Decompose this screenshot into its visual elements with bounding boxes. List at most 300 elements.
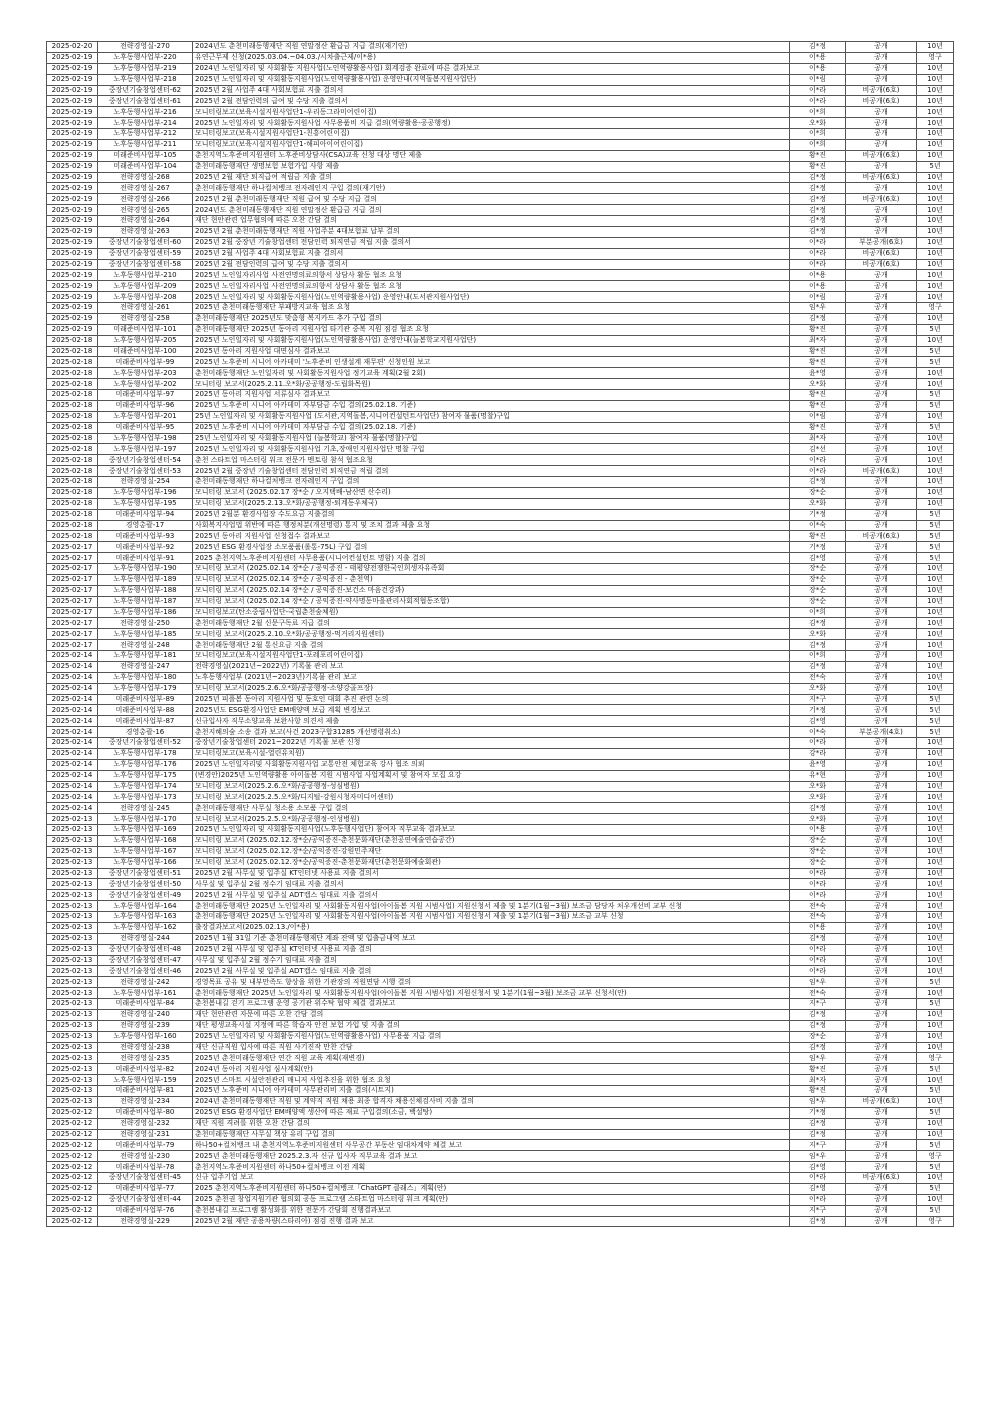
cell-doc-number: 전략경영실-258 bbox=[98, 313, 193, 324]
cell-doc-number: 중장년기술창업센터-49 bbox=[98, 890, 193, 901]
cell-date: 2025-02-12 bbox=[47, 1151, 98, 1162]
cell-retention: 10년 bbox=[917, 988, 954, 999]
table-row bbox=[47, 161, 954, 172]
cell-drafter: 이*라 bbox=[790, 248, 846, 259]
cell-disclosure: 공개 bbox=[846, 444, 917, 455]
cell-doc-number: 전략경영실-239 bbox=[98, 1020, 193, 1031]
cell-title: 사회복지사업법 위반에 따른 행정처분(개선명령) 통지 및 조치 결과 제출 요청 bbox=[193, 520, 790, 531]
cell-doc-number: 전략경영실-238 bbox=[98, 1042, 193, 1053]
cell-disclosure: 공개 bbox=[846, 672, 917, 683]
cell-disclosure: 공개 bbox=[846, 1118, 917, 1129]
cell-doc-number: 미래준비사업부-104 bbox=[98, 161, 193, 172]
cell-drafter: 김*정 bbox=[790, 216, 846, 227]
cell-drafter: 장*순 bbox=[790, 574, 846, 585]
cell-drafter: 이*라 bbox=[790, 1173, 846, 1184]
cell-retention: 10년 bbox=[917, 683, 954, 694]
cell-disclosure: 공개 bbox=[846, 1042, 917, 1053]
cell-disclosure: 공개 bbox=[846, 52, 917, 63]
cell-disclosure: 공개 bbox=[846, 651, 917, 662]
cell-drafter: 이*용 bbox=[790, 63, 846, 74]
cell-doc-number: 미래준비사업부-80 bbox=[98, 1107, 193, 1118]
cell-date: 2025-02-12 bbox=[47, 1129, 98, 1140]
cell-title: 모니터링 보고서 (2025.02.12.장*순/공익증진-춘천문화재단(춘천문화예술회관) bbox=[193, 857, 790, 868]
cell-date: 2025-02-13 bbox=[47, 1031, 98, 1042]
table-row bbox=[47, 531, 954, 542]
cell-disclosure: 비공개(6호) bbox=[846, 248, 917, 259]
cell-title: 경영목표 공유 및 내부만족도 향상을 위한 기관장의 직원면담 시행 결의 bbox=[193, 977, 790, 988]
cell-title: 2025 춘천지역노후준비지원센터 하나50+컬처뱅크「ChatGPT 클래스」계획(안) bbox=[193, 1183, 790, 1194]
cell-doc-number: 중장년기술창업센터-53 bbox=[98, 466, 193, 477]
cell-drafter: 임*우 bbox=[790, 1053, 846, 1064]
cell-doc-number: 노후동행사업부-214 bbox=[98, 118, 193, 129]
cell-title: 춘천 스타트업 마스터링 워크 전문가 멘토링 참석 협조요청 bbox=[193, 455, 790, 466]
cell-doc-number: 노후동행사업부-180 bbox=[98, 672, 193, 683]
cell-disclosure: 공개 bbox=[846, 1162, 917, 1173]
table-row bbox=[47, 172, 954, 183]
cell-date: 2025-02-19 bbox=[47, 63, 98, 74]
cell-date: 2025-02-14 bbox=[47, 727, 98, 738]
cell-retention: 10년 bbox=[917, 661, 954, 672]
cell-title: 춘천봄내길 프로그램 활성화를 위한 전문가 간담회 진행결과보고 bbox=[193, 1205, 790, 1216]
cell-disclosure: 공개 bbox=[846, 955, 917, 966]
cell-title: 2025년 ESG 환경사업장 소모품품(롤통-75L) 구입 결의 bbox=[193, 542, 790, 553]
table-row bbox=[47, 42, 954, 53]
cell-retention: 10년 bbox=[917, 118, 954, 129]
cell-disclosure: 공개 bbox=[846, 42, 917, 53]
cell-retention: 10년 bbox=[917, 748, 954, 759]
cell-date: 2025-02-13 bbox=[47, 879, 98, 890]
table-row bbox=[47, 194, 954, 205]
cell-retention: 10년 bbox=[917, 85, 954, 96]
table-row bbox=[47, 922, 954, 933]
cell-doc-number: 노후동행사업부-167 bbox=[98, 846, 193, 857]
cell-title: 춘천봄내길 걷기 프로그램 운영 공기관 위수탁 협약 체결 결과보고 bbox=[193, 999, 790, 1010]
cell-title: 춘천미래동행재단 노인일자리 및 사회활동지원사업 정기교육 계획(2월 2회) bbox=[193, 368, 790, 379]
cell-title: 신규 입주기업 보고 bbox=[193, 1173, 790, 1184]
table-row bbox=[47, 825, 954, 836]
cell-drafter: 오*화 bbox=[790, 118, 846, 129]
cell-retention: 10년 bbox=[917, 792, 954, 803]
cell-title: 2025년 춘천미래동행재단 연간 직원 교육 계획(재변경) bbox=[193, 1053, 790, 1064]
cell-doc-number: 중장년기술창업센터-60 bbox=[98, 237, 193, 248]
cell-drafter: 이*희 bbox=[790, 129, 846, 140]
cell-doc-number: 노후동행사업부-211 bbox=[98, 139, 193, 150]
cell-title: 모니터링 보고서(2025.2.13.오*화/공공행정-퇴계동우체국) bbox=[193, 498, 790, 509]
cell-date: 2025-02-19 bbox=[47, 292, 98, 303]
cell-date: 2025-02-18 bbox=[47, 444, 98, 455]
cell-drafter: 김*정 bbox=[790, 661, 846, 672]
cell-doc-number: 중장년기술창업센터-47 bbox=[98, 955, 193, 966]
table-row bbox=[47, 1096, 954, 1107]
cell-retention: 10년 bbox=[917, 368, 954, 379]
cell-retention: 10년 bbox=[917, 1009, 954, 1020]
cell-drafter: 지*구 bbox=[790, 1205, 846, 1216]
cell-doc-number: 노후동행사업부-166 bbox=[98, 857, 193, 868]
cell-doc-number: 전략경영실-266 bbox=[98, 194, 193, 205]
cell-retention: 10년 bbox=[917, 879, 954, 890]
cell-disclosure: 공개 bbox=[846, 183, 917, 194]
table-row bbox=[47, 1151, 954, 1162]
cell-doc-number: 경영총괄-17 bbox=[98, 520, 193, 531]
cell-drafter: 김*정 bbox=[790, 1118, 846, 1129]
cell-disclosure: 공개 bbox=[846, 977, 917, 988]
cell-disclosure: 비공개(6호) bbox=[846, 85, 917, 96]
cell-date: 2025-02-17 bbox=[47, 553, 98, 564]
table-row bbox=[47, 1064, 954, 1075]
table-row bbox=[47, 1042, 954, 1053]
cell-drafter: 김*영 bbox=[790, 716, 846, 727]
cell-retention: 영구 bbox=[917, 1151, 954, 1162]
cell-doc-number: 노후동행사업부-218 bbox=[98, 74, 193, 85]
cell-date: 2025-02-19 bbox=[47, 259, 98, 270]
cell-date: 2025-02-13 bbox=[47, 1009, 98, 1020]
cell-retention: 5년 bbox=[917, 727, 954, 738]
cell-retention: 10년 bbox=[917, 226, 954, 237]
cell-date: 2025-02-19 bbox=[47, 303, 98, 314]
cell-drafter: 이*라 bbox=[790, 85, 846, 96]
cell-drafter: 이*라 bbox=[790, 237, 846, 248]
cell-drafter: 오*화 bbox=[790, 379, 846, 390]
cell-drafter: 오*화 bbox=[790, 683, 846, 694]
table-row bbox=[47, 487, 954, 498]
cell-drafter: 김*정 bbox=[790, 226, 846, 237]
table-row bbox=[47, 520, 954, 531]
cell-retention: 10년 bbox=[917, 944, 954, 955]
cell-title: 2025 춘천권 창업지원기관 협의회 공동 프로그램 스타트업 마스터링 워크 계획(안) bbox=[193, 1194, 790, 1205]
cell-disclosure: 공개 bbox=[846, 1020, 917, 1031]
table-row bbox=[47, 1118, 954, 1129]
cell-doc-number: 중장년기술창업센터-46 bbox=[98, 966, 193, 977]
cell-drafter: 이*용 bbox=[790, 281, 846, 292]
records-table-body bbox=[47, 42, 954, 1227]
table-row bbox=[47, 292, 954, 303]
cell-drafter: 윤*영 bbox=[790, 368, 846, 379]
cell-date: 2025-02-17 bbox=[47, 618, 98, 629]
cell-drafter: 오*화 bbox=[790, 814, 846, 825]
table-row bbox=[47, 1009, 954, 1020]
cell-doc-number: 중장년기술창업센터-58 bbox=[98, 259, 193, 270]
cell-retention: 5년 bbox=[917, 390, 954, 401]
cell-drafter: 이*라 bbox=[790, 879, 846, 890]
table-row bbox=[47, 150, 954, 161]
cell-date: 2025-02-19 bbox=[47, 150, 98, 161]
cell-title: 2025년 2월 사업주 4대 사회보험료 지출 결의서 bbox=[193, 85, 790, 96]
cell-doc-number: 미래준비사업부-91 bbox=[98, 553, 193, 564]
cell-drafter: 이*라 bbox=[790, 868, 846, 879]
cell-doc-number: 노후동행사업부-219 bbox=[98, 63, 193, 74]
cell-disclosure: 공개 bbox=[846, 281, 917, 292]
cell-doc-number: 노후동행사업부-174 bbox=[98, 781, 193, 792]
cell-retention: 5년 bbox=[917, 999, 954, 1010]
cell-date: 2025-02-18 bbox=[47, 390, 98, 401]
cell-date: 2025-02-18 bbox=[47, 477, 98, 488]
cell-disclosure: 공개 bbox=[846, 988, 917, 999]
cell-doc-number: 미래준비사업부-87 bbox=[98, 716, 193, 727]
cell-retention: 10년 bbox=[917, 835, 954, 846]
cell-title: 2025년 노인일자리및 사회활동지원사업 교통안전 체험교육 강사 협조 의뢰 bbox=[193, 759, 790, 770]
cell-drafter: 오*화 bbox=[790, 498, 846, 509]
table-row bbox=[47, 313, 954, 324]
cell-date: 2025-02-17 bbox=[47, 596, 98, 607]
cell-disclosure: 공개 bbox=[846, 585, 917, 596]
table-row bbox=[47, 400, 954, 411]
cell-date: 2025-02-13 bbox=[47, 922, 98, 933]
table-row bbox=[47, 933, 954, 944]
cell-date: 2025-02-19 bbox=[47, 129, 98, 140]
cell-title: 2025년도 ESG환경사업단 EM배양액 보급 계획 변경보고 bbox=[193, 705, 790, 716]
cell-drafter: 김*정 bbox=[790, 42, 846, 53]
cell-drafter: 장*순 bbox=[790, 846, 846, 857]
cell-title: 2025년 노인일자리 및 사회활동지원사업 기초,장애인지원사업단 명찰 구입 bbox=[193, 444, 790, 455]
cell-doc-number: 노후동행사업부-189 bbox=[98, 574, 193, 585]
cell-title: 춘천미래동행재단 2025년 노인일자리 및 사회활동지원사업(아이돌봄 지원 시범사업) 지원신청서 및 1분기(1월~3월) 보조금 교부 신청서(안) bbox=[193, 988, 790, 999]
cell-retention: 5년 bbox=[917, 531, 954, 542]
cell-doc-number: 미래준비사업부-92 bbox=[98, 542, 193, 553]
cell-retention: 10년 bbox=[917, 107, 954, 118]
cell-title: 2025년 노인일자리 및 사회활동지원사업(노인역량활용사업) 운영안내(도서관지원사업단) bbox=[193, 292, 790, 303]
cell-title: 춘천미래동행재단 2월 신문구독료 지급 결의 bbox=[193, 618, 790, 629]
cell-date: 2025-02-17 bbox=[47, 607, 98, 618]
table-row bbox=[47, 553, 954, 564]
cell-drafter: 김*정 bbox=[790, 1216, 846, 1227]
cell-retention: 10년 bbox=[917, 270, 954, 281]
cell-drafter: 기*정 bbox=[790, 509, 846, 520]
table-row bbox=[47, 890, 954, 901]
cell-title: 재단 신규직원 입사에 따른 직원 사기진작 만찬 간담 bbox=[193, 1042, 790, 1053]
cell-drafter: 황*진 bbox=[790, 346, 846, 357]
cell-retention: 10년 bbox=[917, 248, 954, 259]
cell-drafter: 이*희 bbox=[790, 651, 846, 662]
cell-retention: 5년 bbox=[917, 1183, 954, 1194]
cell-date: 2025-02-12 bbox=[47, 1194, 98, 1205]
cell-date: 2025-02-18 bbox=[47, 422, 98, 433]
cell-title: 2025년 2월 재단 공용차량(스타리아) 점검 진행 결과 보고 bbox=[193, 1216, 790, 1227]
cell-disclosure: 공개 bbox=[846, 1075, 917, 1086]
cell-drafter: 장*순 bbox=[790, 585, 846, 596]
cell-doc-number: 노후동행사업부-197 bbox=[98, 444, 193, 455]
cell-date: 2025-02-14 bbox=[47, 683, 98, 694]
cell-retention: 10년 bbox=[917, 1096, 954, 1107]
cell-disclosure: 공개 bbox=[846, 400, 917, 411]
cell-doc-number: 경영총괄-16 bbox=[98, 727, 193, 738]
table-row bbox=[47, 901, 954, 912]
cell-drafter: 이*라 bbox=[790, 738, 846, 749]
cell-disclosure: 공개 bbox=[846, 1216, 917, 1227]
cell-drafter: 장*순 bbox=[790, 487, 846, 498]
cell-disclosure: 공개 bbox=[846, 139, 917, 150]
cell-date: 2025-02-13 bbox=[47, 890, 98, 901]
cell-retention: 10년 bbox=[917, 868, 954, 879]
cell-date: 2025-02-18 bbox=[47, 498, 98, 509]
table-row bbox=[47, 999, 954, 1010]
cell-retention: 10년 bbox=[917, 466, 954, 477]
cell-doc-number: 노후동행사업부-212 bbox=[98, 129, 193, 140]
table-row bbox=[47, 727, 954, 738]
cell-retention: 10년 bbox=[917, 607, 954, 618]
table-row bbox=[47, 705, 954, 716]
cell-drafter: 이*라 bbox=[790, 955, 846, 966]
cell-date: 2025-02-18 bbox=[47, 379, 98, 390]
cell-disclosure: 비공개(6호) bbox=[846, 1173, 917, 1184]
table-row bbox=[47, 1162, 954, 1173]
cell-doc-number: 미래준비사업부-93 bbox=[98, 531, 193, 542]
cell-doc-number: 전략경영실-229 bbox=[98, 1216, 193, 1227]
cell-date: 2025-02-13 bbox=[47, 1096, 98, 1107]
cell-drafter: 이*희 bbox=[790, 107, 846, 118]
cell-title: 춘천미래동행재단 사무실 책상 유리 구입 결의 bbox=[193, 1129, 790, 1140]
cell-doc-number: 노후동행사업부-179 bbox=[98, 683, 193, 694]
cell-title: 전략경영실(2021년~2022년) 기록물 관리 보고 bbox=[193, 661, 790, 672]
cell-retention: 10년 bbox=[917, 313, 954, 324]
cell-doc-number: 전략경영실-240 bbox=[98, 1009, 193, 1020]
cell-disclosure: 공개 bbox=[846, 1151, 917, 1162]
cell-disclosure: 공개 bbox=[846, 933, 917, 944]
cell-disclosure: 공개 bbox=[846, 313, 917, 324]
cell-retention: 10년 bbox=[917, 651, 954, 662]
table-row bbox=[47, 868, 954, 879]
cell-drafter: 김*정 bbox=[790, 194, 846, 205]
cell-date: 2025-02-14 bbox=[47, 803, 98, 814]
cell-title: 모니터링 보고서 (2025.02.14 장*순 / 공익증진-약사명동마을관리사회적협동조합) bbox=[193, 596, 790, 607]
table-row bbox=[47, 357, 954, 368]
cell-doc-number: 노후동행사업부-201 bbox=[98, 411, 193, 422]
cell-title: 2025년 노후준비 시니어 아카데미 자부담금 수입 결의(25.02.18. 기준) bbox=[193, 400, 790, 411]
cell-retention: 10년 bbox=[917, 411, 954, 422]
table-row bbox=[47, 629, 954, 640]
table-row bbox=[47, 281, 954, 292]
table-row bbox=[47, 107, 954, 118]
table-row bbox=[47, 846, 954, 857]
table-row bbox=[47, 63, 954, 74]
table-row bbox=[47, 759, 954, 770]
cell-title: 모니터링 보고서(2025.2.11.오*화/공공행정-도립화목원) bbox=[193, 379, 790, 390]
cell-drafter: 기*정 bbox=[790, 1107, 846, 1118]
cell-date: 2025-02-19 bbox=[47, 205, 98, 216]
table-row bbox=[47, 607, 954, 618]
cell-doc-number: 노후동행사업부-220 bbox=[98, 52, 193, 63]
cell-retention: 5년 bbox=[917, 694, 954, 705]
cell-doc-number: 노후동행사업부-181 bbox=[98, 651, 193, 662]
cell-doc-number: 노후동행사업부-196 bbox=[98, 487, 193, 498]
cell-retention: 5년 bbox=[917, 1086, 954, 1097]
cell-drafter: 임*우 bbox=[790, 1151, 846, 1162]
cell-disclosure: 부분공개(6호) bbox=[846, 237, 917, 248]
cell-retention: 5년 bbox=[917, 1140, 954, 1151]
table-row bbox=[47, 1129, 954, 1140]
cell-title: 2025년 2월 중장년 기술창업센터 전담인력 퇴직연금 적립 결의 bbox=[193, 466, 790, 477]
cell-disclosure: 공개 bbox=[846, 738, 917, 749]
cell-title: 춘천미래동행재단 2025년 동아리 지원사업 타기관 중복 지원 점검 협조 요청 bbox=[193, 324, 790, 335]
cell-retention: 10년 bbox=[917, 487, 954, 498]
cell-drafter: 최*자 bbox=[790, 335, 846, 346]
cell-retention: 5년 bbox=[917, 1205, 954, 1216]
cell-retention: 10년 bbox=[917, 292, 954, 303]
cell-disclosure: 공개 bbox=[846, 270, 917, 281]
cell-disclosure: 공개 bbox=[846, 966, 917, 977]
cell-disclosure: 부분공개(4호) bbox=[846, 727, 917, 738]
cell-disclosure: 공개 bbox=[846, 107, 917, 118]
cell-date: 2025-02-13 bbox=[47, 1042, 98, 1053]
cell-title: 모니터링 보고서 (2025.02.14 장*순 / 공익증진 - 춘천역) bbox=[193, 574, 790, 585]
cell-disclosure: 공개 bbox=[846, 912, 917, 923]
cell-title: 2025년 2월 사무실 및 입주실 ADT캡스 임대료 지출 결의 bbox=[193, 966, 790, 977]
cell-date: 2025-02-18 bbox=[47, 487, 98, 498]
cell-date: 2025-02-18 bbox=[47, 357, 98, 368]
cell-retention: 10년 bbox=[917, 781, 954, 792]
table-row bbox=[47, 596, 954, 607]
cell-retention: 10년 bbox=[917, 1173, 954, 1184]
cell-retention: 10년 bbox=[917, 933, 954, 944]
table-row bbox=[47, 466, 954, 477]
cell-doc-number: 노후동행사업부-190 bbox=[98, 564, 193, 575]
cell-doc-number: 미래준비사업부-95 bbox=[98, 422, 193, 433]
cell-title: 2025년 2월분 환경사업장 수도요금 지출결의 bbox=[193, 509, 790, 520]
cell-disclosure: 공개 bbox=[846, 1129, 917, 1140]
cell-retention: 10년 bbox=[917, 194, 954, 205]
cell-doc-number: 노후동행사업부-163 bbox=[98, 912, 193, 923]
table-row bbox=[47, 183, 954, 194]
cell-title: 춘천지역노후준비지원센터 하나50+컬처뱅크 이전 계획 bbox=[193, 1162, 790, 1173]
cell-doc-number: 중장년기술창업센터-45 bbox=[98, 1173, 193, 1184]
cell-disclosure: 공개 bbox=[846, 129, 917, 140]
cell-date: 2025-02-14 bbox=[47, 716, 98, 727]
table-row bbox=[47, 792, 954, 803]
table-row bbox=[47, 835, 954, 846]
table-row bbox=[47, 1205, 954, 1216]
cell-date: 2025-02-17 bbox=[47, 585, 98, 596]
cell-retention: 5년 bbox=[917, 324, 954, 335]
table-row bbox=[47, 716, 954, 727]
cell-title: 재단 현안관련 자문에 따른 오찬 간담 결의 bbox=[193, 1009, 790, 1020]
table-row bbox=[47, 574, 954, 585]
cell-drafter: 윤*영 bbox=[790, 759, 846, 770]
table-row bbox=[47, 912, 954, 923]
cell-drafter: 김*선 bbox=[790, 444, 846, 455]
cell-title: 춘천지혜의숲 소송 결과 보고(사건 2023구합31285 개선명령취소) bbox=[193, 727, 790, 738]
cell-date: 2025-02-18 bbox=[47, 520, 98, 531]
cell-date: 2025-02-12 bbox=[47, 1118, 98, 1129]
cell-retention: 10년 bbox=[917, 596, 954, 607]
table-row bbox=[47, 498, 954, 509]
cell-title: 출장결과보고서(2025.02.13./이*용) bbox=[193, 922, 790, 933]
cell-title: 모니터링보고(보육시설지원사업단1-우리동그라미어린이집) bbox=[193, 107, 790, 118]
table-row bbox=[47, 129, 954, 140]
cell-doc-number: 노후동행사업부-176 bbox=[98, 759, 193, 770]
cell-retention: 10년 bbox=[917, 955, 954, 966]
table-row bbox=[47, 1053, 954, 1064]
cell-drafter: 이*라 bbox=[790, 966, 846, 977]
cell-drafter: 오*화 bbox=[790, 781, 846, 792]
cell-drafter: 오*화 bbox=[790, 629, 846, 640]
cell-title: 2025년 2월 춘천미래동행재단 직원 급여 및 수당 지급 결의 bbox=[193, 194, 790, 205]
cell-disclosure: 공개 bbox=[846, 1140, 917, 1151]
cell-drafter: 이*라 bbox=[790, 259, 846, 270]
cell-retention: 10년 bbox=[917, 1129, 954, 1140]
cell-drafter: 임*우 bbox=[790, 303, 846, 314]
cell-disclosure: 공개 bbox=[846, 1107, 917, 1118]
cell-date: 2025-02-19 bbox=[47, 52, 98, 63]
cell-drafter: 전*숙 bbox=[790, 672, 846, 683]
table-row bbox=[47, 944, 954, 955]
cell-title: 모니터링 보고서(2025.2.5.오*화/공공행정-인성병원) bbox=[193, 814, 790, 825]
cell-date: 2025-02-13 bbox=[47, 912, 98, 923]
table-row bbox=[47, 411, 954, 422]
cell-date: 2025-02-13 bbox=[47, 846, 98, 857]
cell-disclosure: 공개 bbox=[846, 1053, 917, 1064]
cell-drafter: 황*진 bbox=[790, 422, 846, 433]
cell-title: 춘천미래동행재단 사무실 청소용 소모품 구입 결의 bbox=[193, 803, 790, 814]
cell-title: 2025년 노후준비 시니어 아카데미 사무관리비 지출 결의(시트지) bbox=[193, 1086, 790, 1097]
